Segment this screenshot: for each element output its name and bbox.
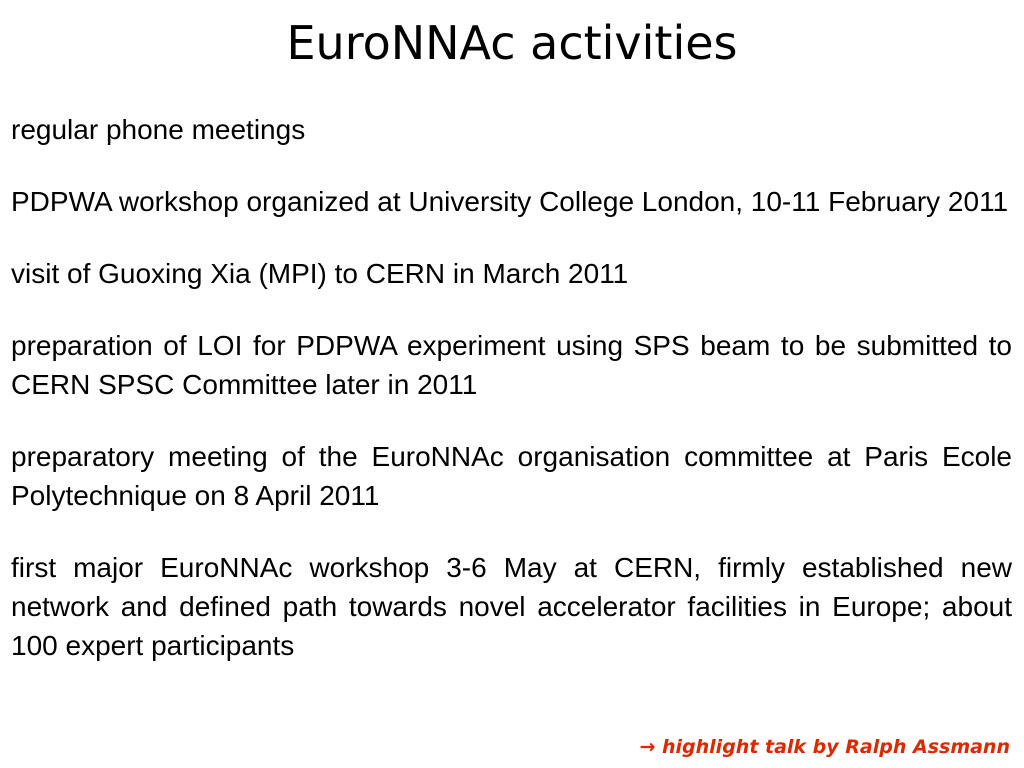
bullet-item-first-workshop: first major EuroNNAc workshop 3-6 May at CERN, firmly established new network and defined path towards novel accelerator facilities in Europe; about 100 expert participants [11, 552, 1012, 661]
bullet-item-phone-meetings: regular phone meetings [11, 114, 306, 145]
slide-title: EuroNNAc activities [286, 16, 738, 70]
bullet-item-loi-preparation: preparation of LOI for PDPWA experiment using SPS beam to be submitted to CERN SPSC Committee later in 2011 [11, 330, 1012, 400]
bullet-item-pdpwa-workshop: PDPWA workshop organized at University College London, 10-11 February 2011 [11, 186, 1009, 217]
bullet-list [11, 110, 1012, 698]
bullet-item-visit: visit of Guoxing Xia (MPI) to CERN in March 2011 [11, 258, 629, 289]
bullet-item-preparatory-meeting: preparatory meeting of the EuroNNAc organisation committee at Paris Ecole Polytechnique on 8 April 2011 [11, 441, 1012, 511]
highlight-talk-note: → highlight talk by Ralph Assmann [639, 736, 1010, 758]
